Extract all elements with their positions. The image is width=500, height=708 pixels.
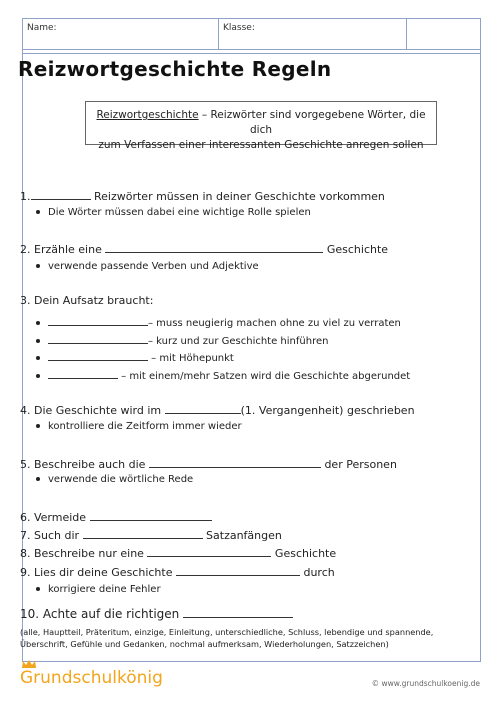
- name-label: Name:: [27, 23, 57, 33]
- item-6-blank[interactable]: [90, 509, 212, 521]
- item-5: 5. Beschreibe auch die der Personen: [20, 458, 397, 471]
- word-bank-line-2: Überschrift, Gefühle und Gedanken, nochmal aufmerksam, Wiederholungen, Satzzeichen): [20, 639, 389, 649]
- item-2-blank[interactable]: [105, 241, 323, 253]
- item-1-bullet: Die Wörter müssen dabei eine wichtige Rolle spielen: [36, 207, 311, 218]
- item-5-bullet: verwende die wörtliche Rede: [36, 474, 193, 485]
- name-field[interactable]: [23, 19, 219, 49]
- item-2: 2. Erzähle eine Geschichte: [20, 243, 389, 256]
- item-9-bullet: korrigiere deine Fehler: [36, 584, 161, 595]
- item-7: 7. Such dir Satzanfängen: [20, 529, 282, 542]
- item-2-bullet: verwende passende Verben und Adjektive: [36, 261, 259, 272]
- definition-text-1: – Reizwörter sind vorgegebene Wörter, die dich: [198, 109, 426, 136]
- class-label: Klasse:: [223, 23, 255, 33]
- word-bank-line-1: (alle, Hauptteil, Präteritum, einzige, Einleitung, unterschiedliche, Schluss, lebendige und spannende,: [20, 627, 434, 637]
- item-1-text: Reizwörter müssen in deiner Geschichte vorkommen: [90, 190, 385, 203]
- item-9: 9. Lies dir deine Geschichte durch: [20, 566, 335, 579]
- item-5-blank[interactable]: [149, 456, 321, 468]
- definition-text-2: zum Verfassen einer interessanten Geschichte anregen sollen: [98, 139, 424, 151]
- item-3-bullet-2: – kurz und zur Geschichte hinführen: [36, 332, 328, 347]
- word-bank: [20, 626, 450, 650]
- item-3-blank-4[interactable]: [48, 367, 118, 379]
- item-4: 4. Die Geschichte wird im (1. Vergangenheit) geschrieben: [20, 404, 415, 417]
- item-10-blank[interactable]: [183, 606, 293, 618]
- item-1-number: 1.: [20, 190, 31, 203]
- item-7-blank[interactable]: [83, 527, 203, 539]
- item-8-blank[interactable]: [147, 545, 271, 557]
- item-3-bullet-4: – mit einem/mehr Satzen wird die Geschichte abgerundet: [36, 367, 410, 382]
- item-1-blank[interactable]: [31, 188, 91, 200]
- crown-icon: [22, 660, 36, 668]
- item-10: 10. Achte auf die richtigen: [20, 606, 293, 621]
- copyright-text[interactable]: © www.grundschulkoenig.de: [371, 679, 480, 688]
- item-3-bullet-3: – mit Höhepunkt: [36, 349, 234, 364]
- item-8: 8. Beschreibe nur eine Geschichte: [20, 547, 337, 560]
- item-3-blank-3[interactable]: [48, 349, 148, 361]
- item-3-bullet-1: – muss neugierig machen ohne zu viel zu verraten: [36, 314, 401, 329]
- item-3-blank-1[interactable]: [48, 314, 148, 326]
- brand-logo[interactable]: Grundschulkönig: [20, 668, 163, 688]
- definition-term: Reizwortgeschichte: [96, 109, 199, 121]
- item-1: [20, 188, 385, 203]
- item-6: 6. Vermeide: [20, 509, 212, 524]
- item-3-blank-2[interactable]: [48, 332, 148, 344]
- header-divider: [23, 53, 480, 54]
- page-title: Reizwortgeschichte Regeln: [18, 57, 332, 81]
- item-4-bullet: kontrolliere die Zeitform immer wieder: [36, 421, 242, 432]
- class-field[interactable]: [219, 19, 407, 49]
- item-4-blank[interactable]: [165, 402, 241, 414]
- header-row: [23, 19, 480, 50]
- definition-box: [85, 101, 437, 151]
- item-3: 3. Dein Aufsatz braucht:: [20, 294, 154, 307]
- item-9-blank[interactable]: [176, 564, 300, 576]
